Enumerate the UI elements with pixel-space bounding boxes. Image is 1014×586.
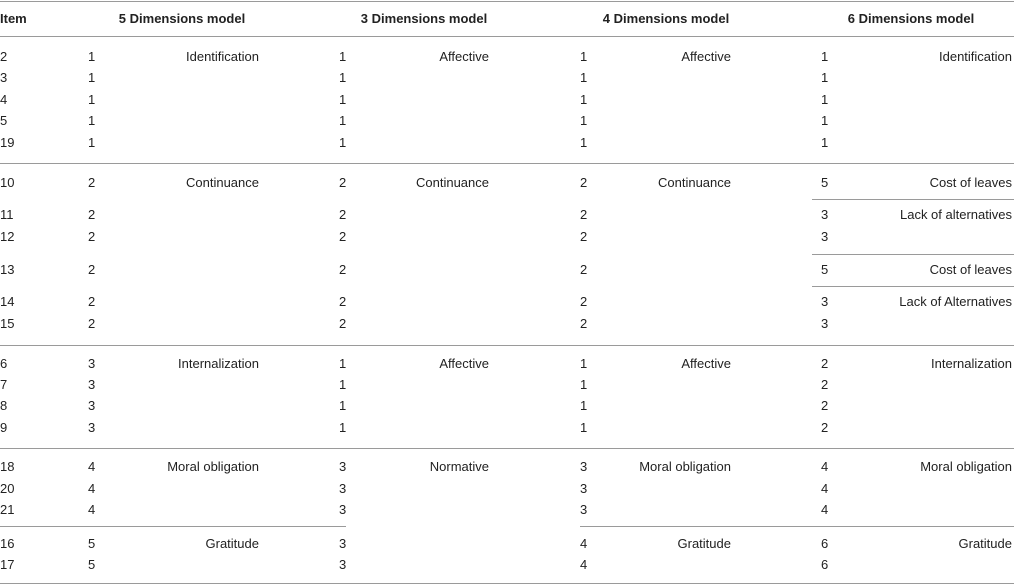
dimension-number-cell: 5 [821,175,829,190]
dimension-number-cell: 2 [580,294,588,309]
dimension-number-cell: 1 [339,92,347,107]
dimension-number-cell: 3 [821,316,829,331]
column-header: Item [0,11,27,26]
dimension-label-cell: Cost of leaves [929,175,1012,190]
dimension-label-cell: Moral obligation [639,459,731,474]
dimension-number-cell: 2 [88,229,96,244]
dimension-number-cell: 4 [580,536,588,551]
dimension-number-cell: 4 [821,459,829,474]
dimension-number-cell: 6 [821,536,829,551]
item-cell: 17 [0,557,15,572]
item-cell: 21 [0,502,15,517]
dimension-number-cell: 2 [821,377,829,392]
dimension-label-cell: Moral obligation [920,459,1012,474]
dimension-number-cell: 1 [339,49,347,64]
dimension-number-cell: 1 [339,70,347,85]
dimension-number-cell: 3 [88,356,96,371]
dimension-number-cell: 1 [339,356,347,371]
dimension-number-cell: 3 [339,459,347,474]
dimension-label-cell: Affective [681,49,731,64]
dimension-label-cell: Normative [429,459,489,474]
dimension-number-cell: 1 [580,49,588,64]
dimension-label-cell: Internalization [178,356,259,371]
dimension-number-cell: 2 [339,229,347,244]
dimension-number-cell: 1 [339,135,347,150]
table-rule [0,36,1014,37]
dimension-number-cell: 1 [580,356,588,371]
dimension-number-cell: 2 [580,207,588,222]
item-cell: 10 [0,175,15,190]
dimension-number-cell: 2 [88,294,96,309]
dimension-number-cell: 6 [821,557,829,572]
dimension-number-cell: 1 [339,398,347,413]
item-cell: 6 [0,356,8,371]
column-header: 3 Dimensions model [360,11,488,26]
dimension-label-cell: Gratitude [205,536,259,551]
dimension-label-cell: Moral obligation [167,459,259,474]
table-rule [812,286,1014,287]
dimension-number-cell: 2 [88,175,96,190]
dimension-number-cell: 1 [821,49,829,64]
dimension-number-cell: 5 [88,557,96,572]
dimension-number-cell: 2 [339,316,347,331]
item-cell: 11 [0,207,14,222]
dimension-label-cell: Affective [439,356,489,371]
dimension-number-cell: 2 [339,262,347,277]
dimension-number-cell: 2 [339,294,347,309]
item-cell: 8 [0,398,8,413]
dimension-number-cell: 5 [821,262,829,277]
dimension-label-cell: Internalization [931,356,1012,371]
dimension-number-cell: 1 [580,113,588,128]
dimension-label-cell: Continuance [416,175,489,190]
dimension-label-cell: Gratitude [958,536,1012,551]
dimension-label-cell: Affective [439,49,489,64]
dimension-number-cell: 1 [580,135,588,150]
table-rule [812,254,1014,255]
dimension-number-cell: 4 [580,557,588,572]
dimension-number-cell: 1 [88,49,96,64]
dimension-number-cell: 1 [821,70,829,85]
dimension-number-cell: 1 [580,70,588,85]
dimension-label-cell: Lack of Alternatives [899,294,1012,309]
dimension-number-cell: 4 [88,502,96,517]
dimension-label-cell: Identification [939,49,1012,64]
dimension-number-cell: 3 [580,502,588,517]
item-cell: 18 [0,459,15,474]
dimension-label-cell: Gratitude [677,536,731,551]
dimension-number-cell: 1 [339,420,347,435]
dimension-number-cell: 3 [580,481,588,496]
table-rule [0,448,1014,449]
table-rule [0,583,1014,584]
dimension-number-cell: 1 [339,377,347,392]
item-cell: 9 [0,420,8,435]
table-rule [580,526,1014,527]
dimension-number-cell: 1 [580,398,588,413]
dimension-number-cell: 3 [821,207,829,222]
dimension-number-cell: 5 [88,536,96,551]
column-header: 5 Dimensions model [118,11,246,26]
dimension-number-cell: 2 [580,229,588,244]
dimension-number-cell: 3 [580,459,588,474]
dimension-number-cell: 1 [821,113,829,128]
item-cell: 5 [0,113,8,128]
item-cell: 3 [0,70,8,85]
dimension-label-cell: Cost of leaves [929,262,1012,277]
dimension-number-cell: 3 [339,502,347,517]
dimension-number-cell: 2 [580,316,588,331]
dimension-number-cell: 1 [88,70,96,85]
dimension-number-cell: 3 [821,294,829,309]
item-cell: 15 [0,316,15,331]
dimension-number-cell: 3 [339,536,347,551]
item-cell: 19 [0,135,15,150]
item-cell: 12 [0,229,15,244]
dimension-number-cell: 1 [580,377,588,392]
dimension-number-cell: 1 [88,92,96,107]
dimension-number-cell: 2 [580,262,588,277]
table-rule [812,199,1014,200]
item-cell: 13 [0,262,15,277]
dimension-number-cell: 4 [821,502,829,517]
item-cell: 16 [0,536,15,551]
table-rule [0,1,1014,2]
dimension-label-cell: Continuance [658,175,731,190]
item-cell: 2 [0,49,8,64]
dimension-number-cell: 1 [580,92,588,107]
dimension-number-cell: 2 [339,175,347,190]
dimension-number-cell: 2 [88,316,96,331]
column-header: 6 Dimensions model [847,11,975,26]
dimension-number-cell: 4 [88,459,96,474]
item-cell: 4 [0,92,8,107]
table-rule [0,163,1014,164]
dimension-number-cell: 4 [88,481,96,496]
dimension-number-cell: 2 [821,398,829,413]
dimension-label-cell: Lack of alternatives [899,207,1012,222]
dimension-number-cell: 2 [821,420,829,435]
item-cell: 20 [0,481,15,496]
column-header: 4 Dimensions model [602,11,730,26]
dimension-number-cell: 1 [580,420,588,435]
dimension-number-cell: 3 [339,481,347,496]
dimension-number-cell: 3 [339,557,347,572]
dimension-number-cell: 4 [821,481,829,496]
dimension-label-cell: Affective [681,356,731,371]
dimension-number-cell: 2 [580,175,588,190]
dimension-number-cell: 3 [88,398,96,413]
dimension-number-cell: 2 [821,356,829,371]
dimension-number-cell: 1 [88,135,96,150]
dimension-number-cell: 1 [88,113,96,128]
dimension-number-cell: 3 [88,377,96,392]
table-rule [0,345,1014,346]
item-cell: 14 [0,294,15,309]
dimension-number-cell: 3 [821,229,829,244]
dimension-label-cell: Continuance [186,175,259,190]
dimension-number-cell: 1 [821,92,829,107]
dimension-number-cell: 1 [821,135,829,150]
table-rule [0,526,346,527]
dimension-number-cell: 2 [339,207,347,222]
dimension-number-cell: 2 [88,262,96,277]
dimension-label-cell: Identification [186,49,259,64]
item-cell: 7 [0,377,8,392]
dimension-number-cell: 3 [88,420,96,435]
dimension-number-cell: 2 [88,207,96,222]
dimension-number-cell: 1 [339,113,347,128]
